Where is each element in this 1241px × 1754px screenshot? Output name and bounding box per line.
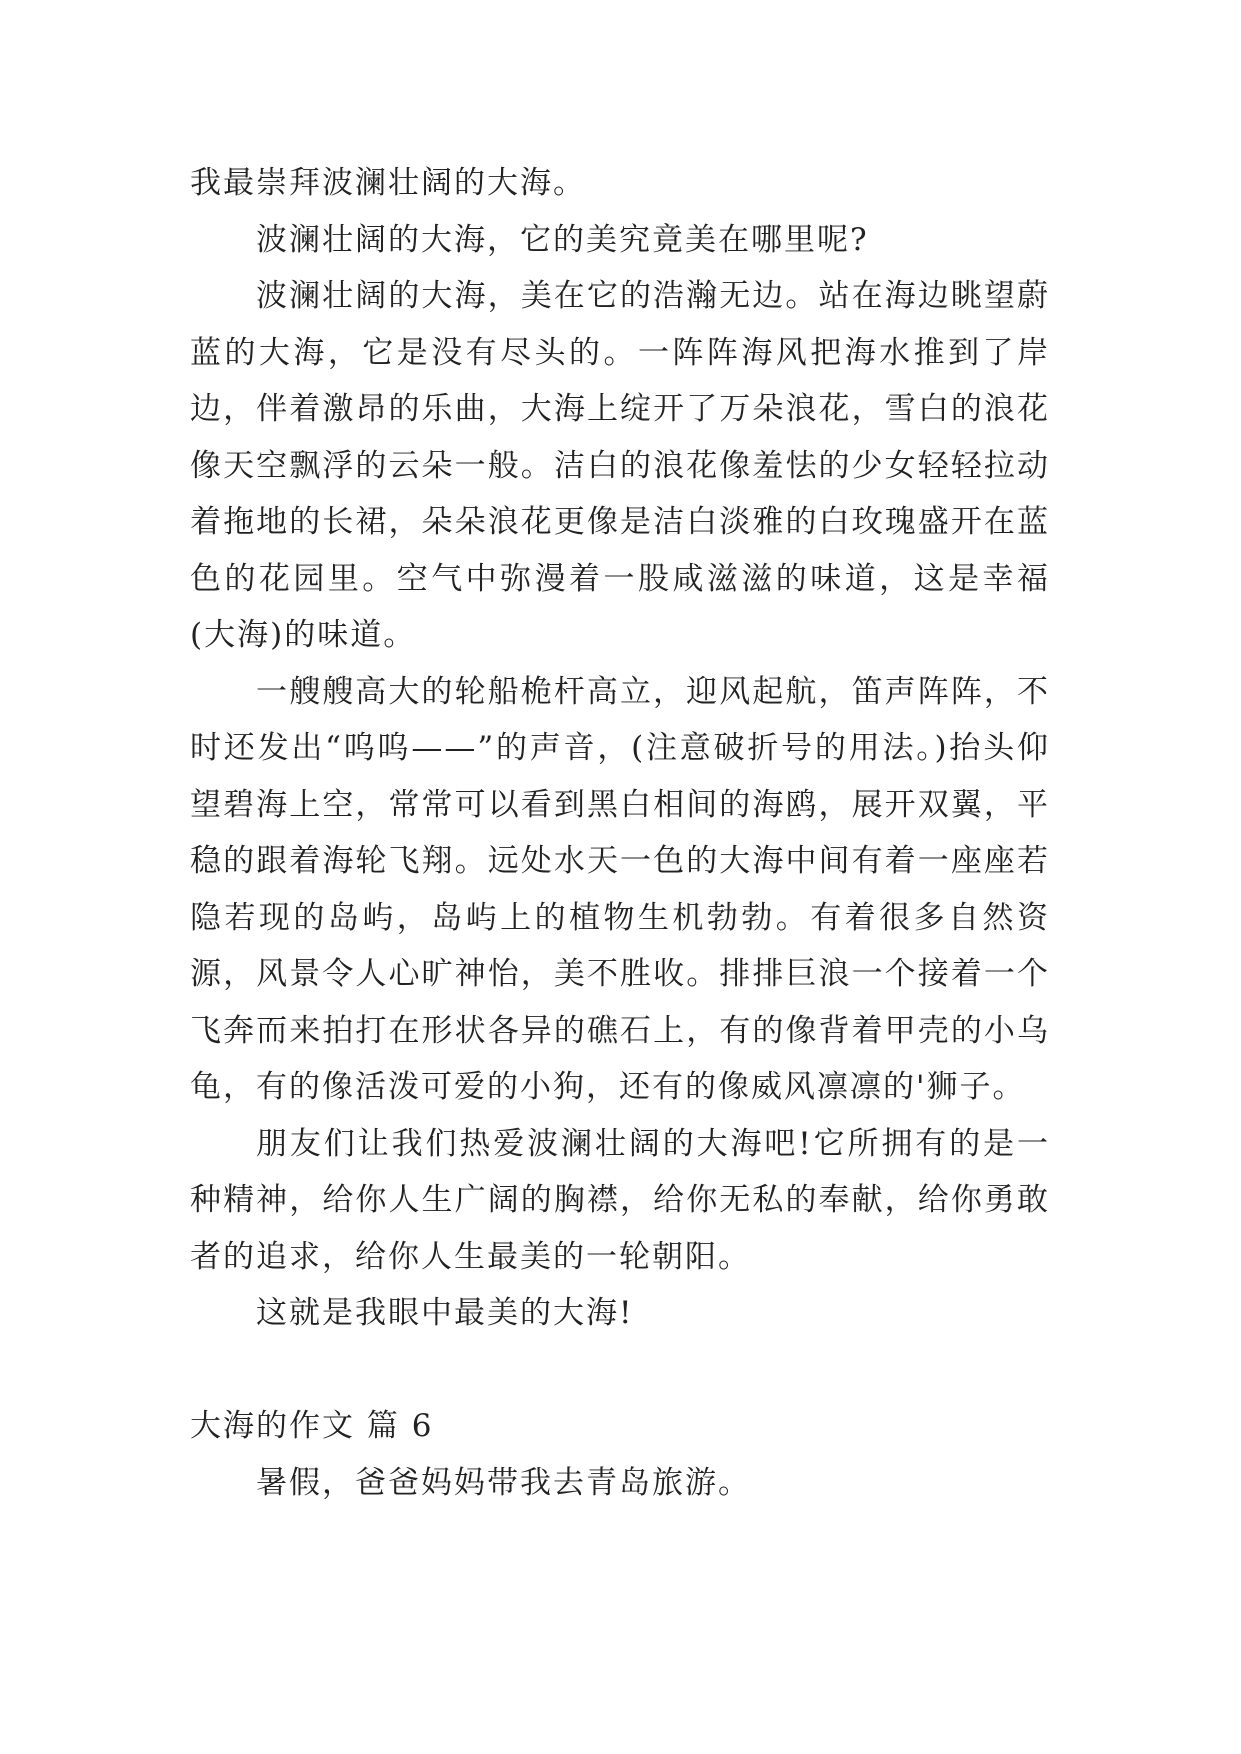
section-heading: 大海的作文 篇 6 — [190, 1408, 434, 1444]
paragraph-6: 这就是我眼中最美的大海! — [256, 1295, 634, 1331]
paragraph-5: 朋友们让我们热爱波澜壮阔的大海吧!它所拥有的是一种精神，给你人生广阔的胸襟，给你无私的奉献，给你勇敢者的追求，给你人生最美的一轮朝阳。 — [190, 1125, 1050, 1275]
document-body — [190, 155, 1050, 1511]
paragraph-4: 一艘艘高大的轮船桅杆高立，迎风起航，笛声阵阵，不时还发出“呜呜——”的声音，(注意破折号的用法。)抬头仰望碧海上空，常常可以看到黑白相间的海鸥，展开双翼，平稳的跟着海轮飞翔。远处水天一色的大海中间有着一座座若隐若现的岛屿，岛屿上的植物生机勃勃。有着很多自然资源，风景令人心旷神怡，美不胜收。排排巨浪一个接着一个飞奔而来拍打在形状各异的礁石上，有的像背着甲壳的小乌龟，有的像活泼可爱的小狗，还有的像威风凛凛的'狮子。 — [190, 673, 1050, 1105]
paragraph-2: 波澜壮阔的大海，它的美究竟美在哪里呢? — [256, 221, 869, 258]
section-spacer — [190, 1342, 1050, 1399]
paragraph-3: 波澜壮阔的大海，美在它的浩瀚无边。站在海边眺望蔚蓝的大海，它是没有尽头的。一阵阵海风把海水推到了岸边，伴着激昂的乐曲，大海上绽开了万朵浪花，雪白的浪花像天空飘浮的云朵一般。洁白的浪花像羞怯的少女轻轻拉动着拖地的长裙，朵朵浪花更像是洁白淡雅的白玫瑰盛开在蓝色的花园里。空气中弥漫着一股咸滋滋的味道，这是幸福(大海)的味道。 — [190, 278, 1050, 653]
paragraph-1: 我最崇拜波澜壮阔的大海。 — [190, 165, 586, 201]
section-paragraph-1: 暑假，爸爸妈妈带我去青岛旅游。 — [256, 1464, 751, 1501]
